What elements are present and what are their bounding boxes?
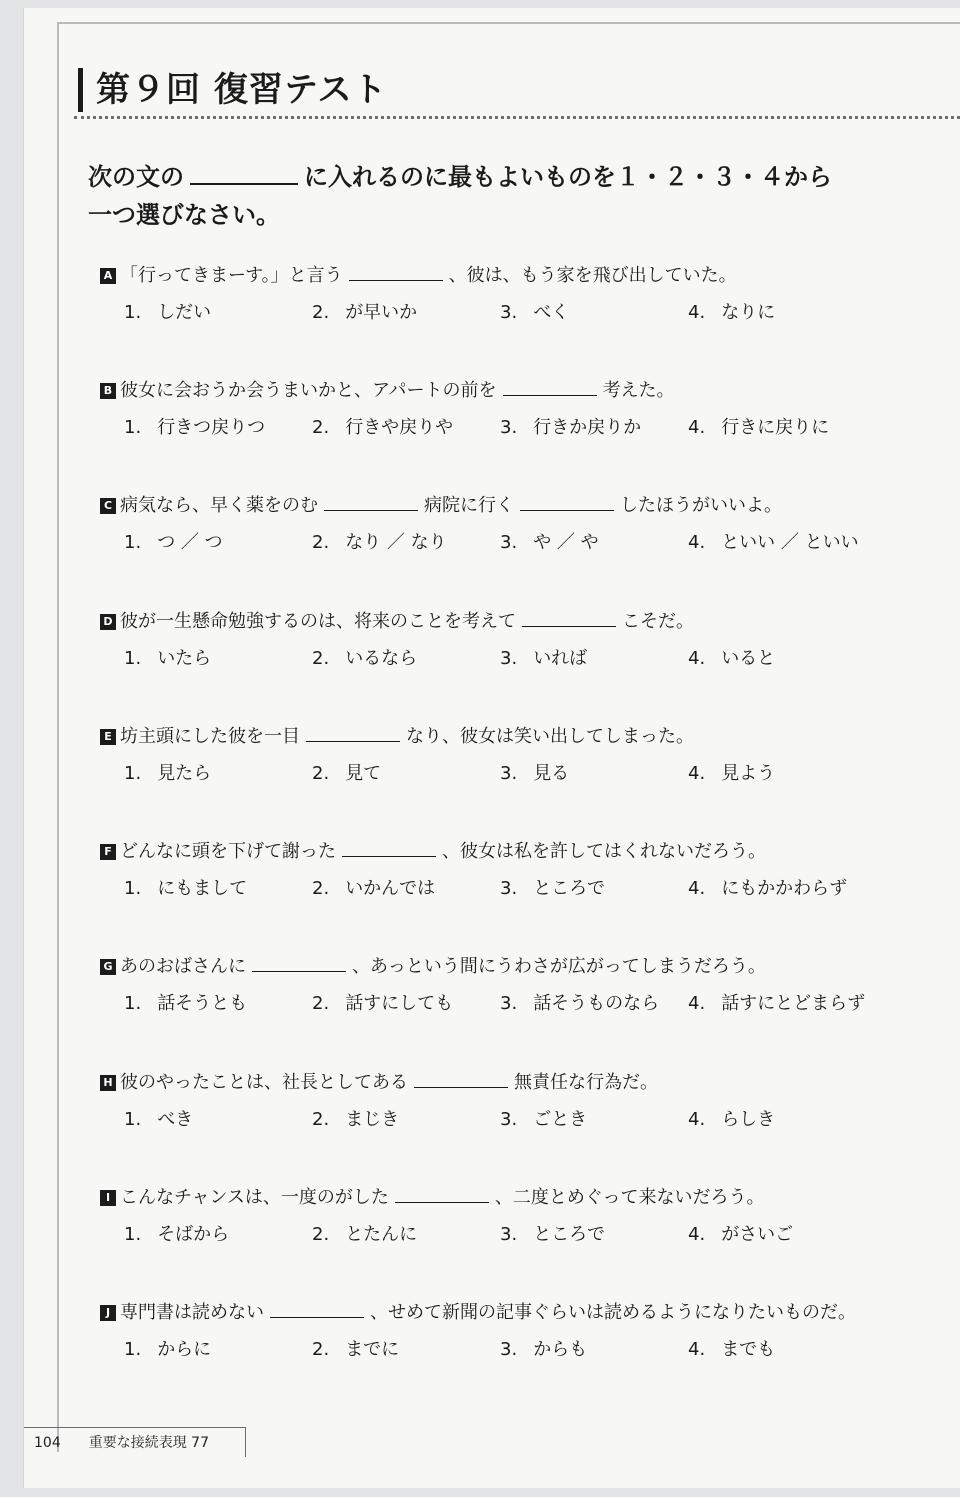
stem-text: 専門書は読めない xyxy=(120,1302,264,1323)
option-2[interactable]: 2. 行きや戻りや xyxy=(312,417,454,438)
stem-text: 、せめて新聞の記事ぐらいは読めるようになりたいものだ。 xyxy=(370,1302,856,1323)
stem-text: 病気なら、早く薬をのむ xyxy=(120,495,318,516)
stem-text: したほうがいいよ。 xyxy=(620,495,782,516)
question-stem xyxy=(100,262,940,290)
stem-text: 、彼は、もう家を飛び出していた。 xyxy=(448,265,737,286)
option-4[interactable]: 4. までも xyxy=(688,1339,776,1360)
stem-text: どんなに頭を下げて謝った xyxy=(120,841,336,862)
instruction-after: に入れるのに最もよいものを１・２・３・４から xyxy=(304,163,832,191)
left-border xyxy=(57,22,59,1452)
question-e xyxy=(100,723,940,789)
option-2[interactable]: 2. とたんに xyxy=(312,1224,418,1245)
option-3[interactable]: 3. ところで xyxy=(500,1224,606,1245)
question-j xyxy=(100,1299,940,1365)
title-bar xyxy=(78,68,83,112)
question-label: C xyxy=(100,498,116,514)
option-2[interactable]: 2. いかんでは xyxy=(312,878,436,899)
question-f xyxy=(100,838,940,904)
question-a xyxy=(100,262,940,328)
stem-text: 彼のやったことは、社長としてある xyxy=(120,1072,408,1093)
stem-text: 彼が一生懸命勉強するのは、将来のことを考えて xyxy=(120,611,516,632)
answer-blank[interactable] xyxy=(520,494,614,511)
option-4[interactable]: 4. らしき xyxy=(688,1109,776,1130)
option-1[interactable]: 1. しだい xyxy=(124,302,212,323)
question-stem xyxy=(100,492,940,520)
option-2[interactable]: 2. 話すにしても xyxy=(312,993,454,1014)
option-3[interactable]: 3. いれば xyxy=(500,648,588,669)
option-2[interactable]: 2. までに xyxy=(312,1339,400,1360)
stem-text: 無責任な行為だ。 xyxy=(514,1072,658,1093)
option-1[interactable]: 1. 話そうとも xyxy=(124,993,248,1014)
option-2[interactable]: 2. 見て xyxy=(312,763,382,784)
stem-text: あのおばさんに xyxy=(120,956,246,977)
stem-text: 病院に行く xyxy=(424,495,514,516)
option-4[interactable]: 4. なりに xyxy=(688,302,776,323)
instruction xyxy=(88,158,948,234)
option-3[interactable]: 3. や ／ や xyxy=(500,532,599,553)
answer-blank[interactable] xyxy=(324,494,418,511)
options xyxy=(100,413,940,443)
option-3[interactable]: 3. からも xyxy=(500,1339,588,1360)
answer-blank[interactable] xyxy=(252,955,346,972)
option-1[interactable]: 1. いたら xyxy=(124,648,212,669)
page-number: 104 xyxy=(34,1435,61,1451)
page-title: 第９回 復習テスト xyxy=(96,70,388,110)
stem-text: 坊主頭にした彼を一目 xyxy=(120,726,300,747)
option-2[interactable]: 2. なり ／ なり xyxy=(312,532,447,553)
answer-blank[interactable] xyxy=(270,1301,364,1318)
question-label: E xyxy=(100,729,116,745)
stem-text: 、彼女は私を許してはくれないだろう。 xyxy=(442,841,766,862)
options xyxy=(100,759,940,789)
book-title: 重要な接続表現 77 xyxy=(88,1435,209,1451)
question-stem xyxy=(100,608,940,636)
top-border xyxy=(57,22,960,24)
option-4[interactable]: 4. 話すにとどまらず xyxy=(688,993,866,1014)
footer xyxy=(34,1432,209,1452)
question-d xyxy=(100,608,940,674)
instruction-line2: 一つ選びなさい。 xyxy=(88,201,280,229)
option-1[interactable]: 1. 行きつ戻りつ xyxy=(124,417,266,438)
option-2[interactable]: 2. いるなら xyxy=(312,648,418,669)
question-i xyxy=(100,1184,940,1250)
options xyxy=(100,298,940,328)
answer-blank[interactable] xyxy=(395,1186,489,1203)
page xyxy=(24,8,960,1488)
stem-text: 、あっという間にうわさが広がってしまうだろう。 xyxy=(352,956,766,977)
options xyxy=(100,644,940,674)
question-stem xyxy=(100,377,940,405)
option-1[interactable]: 1. べき xyxy=(124,1109,194,1130)
option-4[interactable]: 4. いると xyxy=(688,648,776,669)
option-2[interactable]: 2. まじき xyxy=(312,1109,400,1130)
option-3[interactable]: 3. べく xyxy=(500,302,570,323)
option-4[interactable]: 4. 行きに戻りに xyxy=(688,417,830,438)
answer-blank[interactable] xyxy=(342,840,436,857)
option-3[interactable]: 3. 話そうものなら xyxy=(500,993,660,1014)
stem-text: 考えた。 xyxy=(602,380,675,401)
option-4[interactable]: 4. といい ／ といい xyxy=(688,532,859,553)
option-1[interactable]: 1. からに xyxy=(124,1339,212,1360)
answer-blank[interactable] xyxy=(306,725,400,742)
question-g xyxy=(100,953,940,1019)
options xyxy=(100,1105,940,1135)
question-stem xyxy=(100,838,940,866)
answer-blank[interactable] xyxy=(414,1071,508,1088)
option-2[interactable]: 2. が早いか xyxy=(312,302,418,323)
title-block xyxy=(62,58,960,122)
question-label: G xyxy=(100,959,116,975)
option-3[interactable]: 3. ごとき xyxy=(500,1109,588,1130)
option-1[interactable]: 1. 見たら xyxy=(124,763,212,784)
footer-rule xyxy=(24,1427,246,1428)
stem-text: 、二度とめぐって来ないだろう。 xyxy=(494,1187,765,1208)
answer-blank[interactable] xyxy=(503,379,597,396)
option-4[interactable]: 4. がさいご xyxy=(688,1224,794,1245)
question-label: A xyxy=(100,268,116,284)
stem-text: こんなチャンスは、一度のがした xyxy=(120,1187,389,1208)
option-1[interactable]: 1. つ ／ つ xyxy=(124,532,223,553)
instruction-blank xyxy=(190,161,298,185)
stem-text: 「行ってきまーす。」と言う xyxy=(120,265,343,286)
question-label: J xyxy=(100,1305,116,1321)
question-label: B xyxy=(100,383,116,399)
stem-text: 彼女に会おうか会うまいかと、アパートの前を xyxy=(120,380,497,401)
option-4[interactable]: 4. 見よう xyxy=(688,763,776,784)
footer-rule-tick xyxy=(245,1427,246,1457)
stem-text: なり、彼女は笑い出してしまった。 xyxy=(406,726,694,747)
question-stem xyxy=(100,953,940,981)
answer-blank[interactable] xyxy=(349,264,443,281)
question-label: D xyxy=(100,614,116,630)
question-stem xyxy=(100,1184,940,1212)
option-3[interactable]: 3. 見る xyxy=(500,763,570,784)
options xyxy=(100,989,940,1019)
option-3[interactable]: 3. ところで xyxy=(500,878,606,899)
answer-blank[interactable] xyxy=(522,610,616,627)
options xyxy=(100,874,940,904)
question-stem xyxy=(100,1069,940,1097)
option-1[interactable]: 1. にもまして xyxy=(124,878,248,899)
title-dotted-rule xyxy=(74,116,960,119)
options xyxy=(100,528,940,558)
options xyxy=(100,1220,940,1250)
option-1[interactable]: 1. そばから xyxy=(124,1224,230,1245)
question-label: H xyxy=(100,1075,116,1091)
question-stem xyxy=(100,723,940,751)
question-label: I xyxy=(100,1190,116,1206)
question-b xyxy=(100,377,940,443)
stem-text: こそだ。 xyxy=(622,611,694,632)
option-4[interactable]: 4. にもかかわらず xyxy=(688,878,848,899)
options xyxy=(100,1335,940,1365)
question-label: F xyxy=(100,844,116,860)
question-c xyxy=(100,492,940,558)
question-h xyxy=(100,1069,940,1135)
instruction-before: 次の文の xyxy=(88,163,184,191)
question-stem xyxy=(100,1299,940,1327)
option-3[interactable]: 3. 行きか戻りか xyxy=(500,417,642,438)
